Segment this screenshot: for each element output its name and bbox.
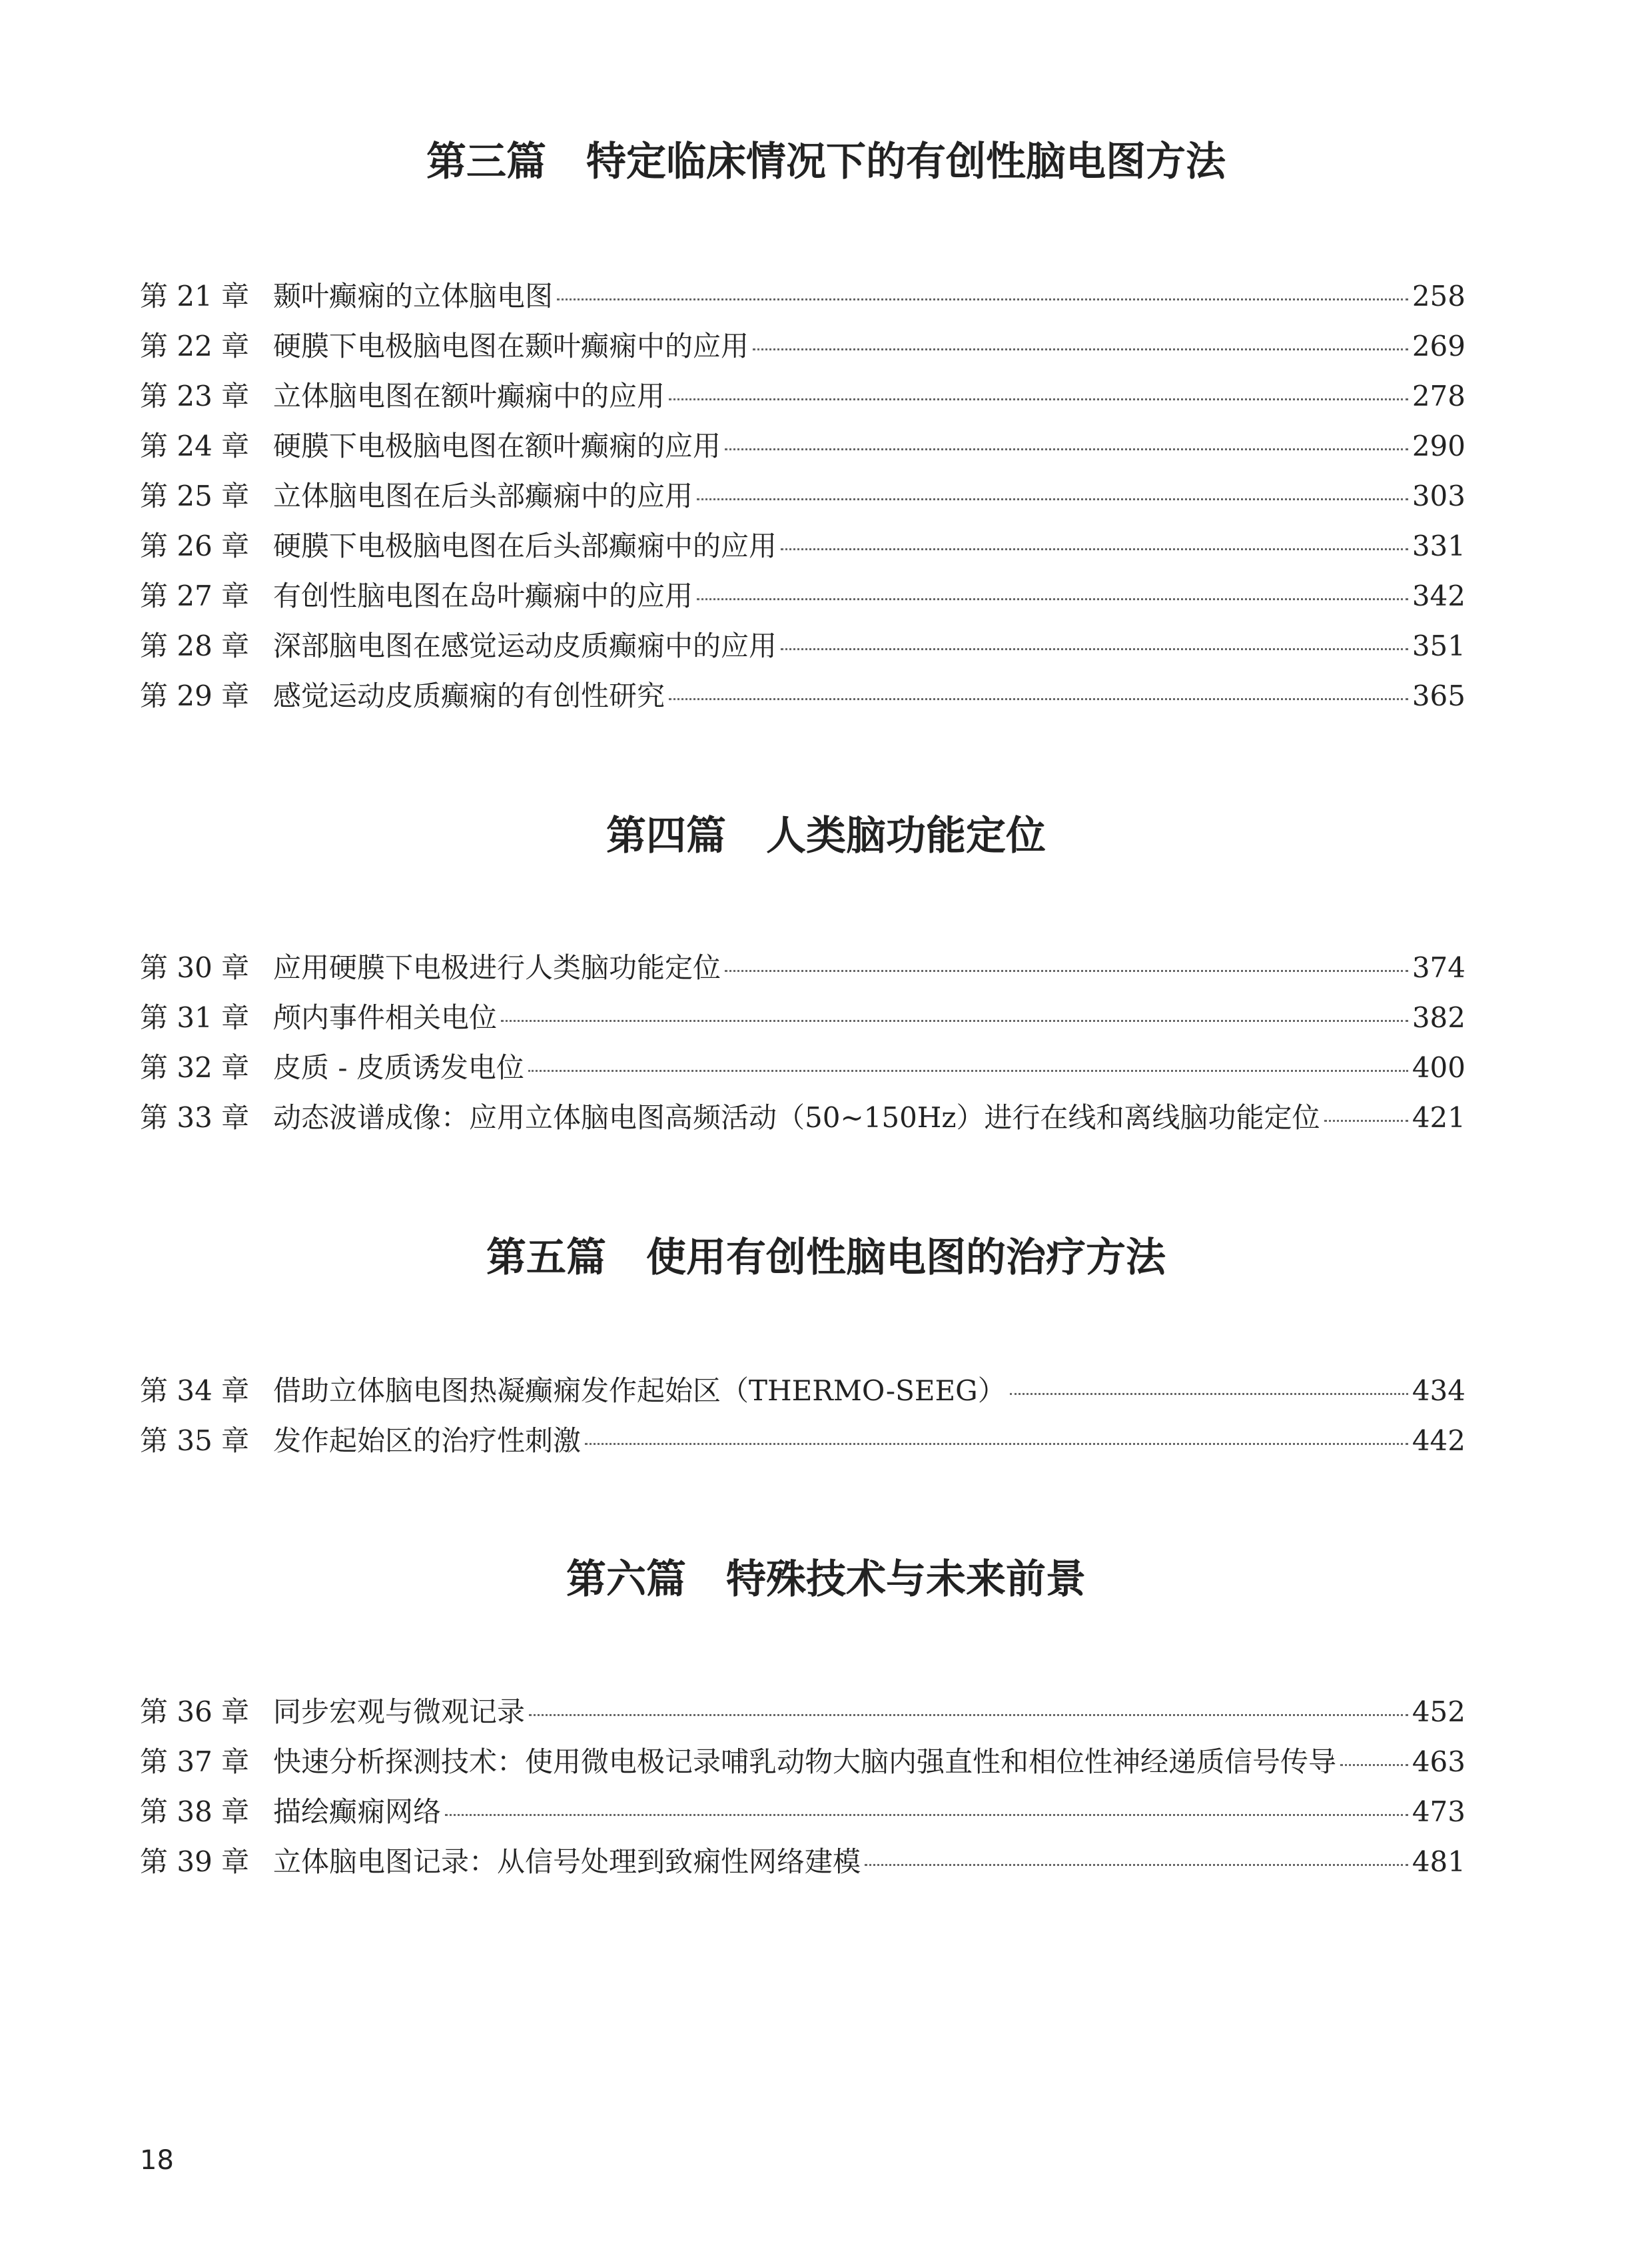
dot-leader [669, 698, 1408, 700]
chapter-title: 硬膜下电极脑电图在颞叶癫痫中的应用 [273, 330, 749, 362]
dot-leader [697, 498, 1408, 500]
dot-leader [585, 1443, 1408, 1445]
chapter-number: 第 38 章 [140, 1795, 250, 1828]
chapter-number: 第 21 章 [140, 280, 250, 312]
chapter-number: 第 26 章 [140, 530, 250, 562]
chapter-title: 立体脑电图在额叶癫痫中的应用 [273, 380, 665, 412]
section-title-part-3: 第三篇 特定临床情况下的有创性脑电图方法 [426, 139, 1226, 185]
toc-entry[interactable] [140, 1419, 1465, 1469]
section-title-part-6: 第六篇 特殊技术与未来前景 [566, 1556, 1086, 1603]
chapter-number: 第 25 章 [140, 480, 250, 512]
page-number: 278 [1412, 380, 1465, 412]
page-number: 258 [1412, 280, 1465, 312]
toc-entry[interactable] [140, 1096, 1465, 1146]
toc-list-part-6 [140, 1690, 1465, 1890]
dot-leader [781, 548, 1408, 550]
toc-entry[interactable] [140, 424, 1465, 474]
page-number: 481 [1412, 1845, 1465, 1878]
page-number: 452 [1412, 1695, 1465, 1728]
toc-entry[interactable] [140, 674, 1465, 724]
chapter-number: 第 37 章 [140, 1745, 250, 1778]
page-number: 382 [1412, 1001, 1465, 1034]
toc-entry[interactable] [140, 574, 1465, 624]
chapter-title: 颞叶癫痫的立体脑电图 [273, 280, 554, 312]
chapter-title: 动态波谱成像：应用立体脑电图高频活动（50~150Hz）进行在线和离线脑功能定位 [273, 1101, 1320, 1134]
chapter-title: 硬膜下电极脑电图在额叶癫痫的应用 [273, 430, 721, 462]
toc-list-part-5 [140, 1369, 1465, 1469]
chapter-number: 第 35 章 [140, 1424, 250, 1457]
chapter-title: 发作起始区的治疗性刺激 [273, 1424, 582, 1457]
toc-entry[interactable] [140, 524, 1465, 574]
page-number: 331 [1412, 530, 1465, 562]
chapter-title: 同步宏观与微观记录 [273, 1695, 526, 1728]
dot-leader [865, 1864, 1408, 1866]
chapter-number: 第 36 章 [140, 1695, 250, 1728]
toc-entry[interactable] [140, 1690, 1465, 1740]
chapter-number: 第 32 章 [140, 1051, 250, 1084]
toc-entry[interactable] [140, 324, 1465, 374]
page-number: 342 [1412, 580, 1465, 612]
dot-leader [557, 298, 1408, 300]
dot-leader [1010, 1393, 1408, 1395]
dot-leader [1340, 1764, 1408, 1766]
chapter-title: 颅内事件相关电位 [273, 1001, 498, 1034]
chapter-title: 有创性脑电图在岛叶癫痫中的应用 [273, 580, 693, 612]
page-number: 421 [1412, 1101, 1465, 1134]
dot-leader [725, 970, 1408, 972]
page-number: 351 [1412, 630, 1465, 662]
toc-entry[interactable] [140, 946, 1465, 996]
chapter-title: 立体脑电图在后头部癫痫中的应用 [273, 480, 693, 512]
chapter-title: 快速分析探测技术：使用微电极记录哺乳动物大脑内强直性和相位性神经递质信号传导 [273, 1745, 1337, 1778]
page-number: 434 [1412, 1374, 1465, 1407]
chapter-number: 第 22 章 [140, 330, 250, 362]
section-title-part-4: 第四篇 人类脑功能定位 [606, 813, 1046, 859]
toc-entry[interactable] [140, 1046, 1465, 1096]
toc-entry[interactable] [140, 1740, 1465, 1790]
page-number: 303 [1412, 480, 1465, 512]
chapter-number: 第 30 章 [140, 951, 250, 984]
chapter-title: 借助立体脑电图热凝癫痫发作起始区（THERMO-SEEG） [273, 1374, 1006, 1407]
chapter-title: 硬膜下电极脑电图在后头部癫痫中的应用 [273, 530, 777, 562]
dot-leader [501, 1020, 1408, 1022]
chapter-title: 感觉运动皮质癫痫的有创性研究 [273, 679, 665, 712]
dot-leader [528, 1070, 1408, 1072]
chapter-number: 第 29 章 [140, 679, 250, 712]
chapter-number: 第 39 章 [140, 1845, 250, 1878]
chapter-number: 第 31 章 [140, 1001, 250, 1034]
chapter-title: 应用硬膜下电极进行人类脑功能定位 [273, 951, 721, 984]
dot-leader [1324, 1120, 1408, 1122]
page-number: 442 [1412, 1424, 1465, 1457]
toc-entry[interactable] [140, 274, 1465, 324]
dot-leader [529, 1714, 1408, 1716]
page-number: 463 [1412, 1745, 1465, 1778]
page-number: 374 [1412, 951, 1465, 984]
chapter-number: 第 24 章 [140, 430, 250, 462]
page-number: 473 [1412, 1795, 1465, 1828]
chapter-number: 第 28 章 [140, 630, 250, 662]
toc-entry[interactable] [140, 624, 1465, 674]
chapter-title: 描绘癫痫网络 [273, 1795, 442, 1828]
chapter-title: 深部脑电图在感觉运动皮质癫痫中的应用 [273, 630, 777, 662]
toc-entry[interactable] [140, 374, 1465, 424]
dot-leader [725, 448, 1408, 450]
page-number: 400 [1412, 1051, 1465, 1084]
toc-entry[interactable] [140, 474, 1465, 524]
chapter-number: 第 34 章 [140, 1374, 250, 1407]
dot-leader [697, 598, 1408, 600]
dot-leader [781, 648, 1408, 650]
dot-leader [753, 348, 1408, 350]
toc-entry[interactable] [140, 1790, 1465, 1840]
dot-leader [669, 398, 1408, 400]
chapter-number: 第 27 章 [140, 580, 250, 612]
toc-entry[interactable] [140, 996, 1465, 1046]
page-number: 290 [1412, 430, 1465, 462]
chapter-title: 立体脑电图记录：从信号处理到致痫性网络建模 [273, 1845, 861, 1878]
page-folio: 18 [140, 2145, 174, 2176]
toc-list-part-3 [140, 274, 1465, 724]
chapter-title: 皮质 - 皮质诱发电位 [273, 1051, 524, 1084]
page-number: 269 [1412, 330, 1465, 362]
page-number: 365 [1412, 679, 1465, 712]
section-title-part-5: 第五篇 使用有创性脑电图的治疗方法 [486, 1234, 1166, 1281]
chapter-number: 第 33 章 [140, 1101, 250, 1134]
toc-list-part-4 [140, 946, 1465, 1146]
chapter-number: 第 23 章 [140, 380, 250, 412]
dot-leader [445, 1814, 1408, 1816]
toc-entry[interactable] [140, 1840, 1465, 1890]
toc-entry[interactable] [140, 1369, 1465, 1419]
